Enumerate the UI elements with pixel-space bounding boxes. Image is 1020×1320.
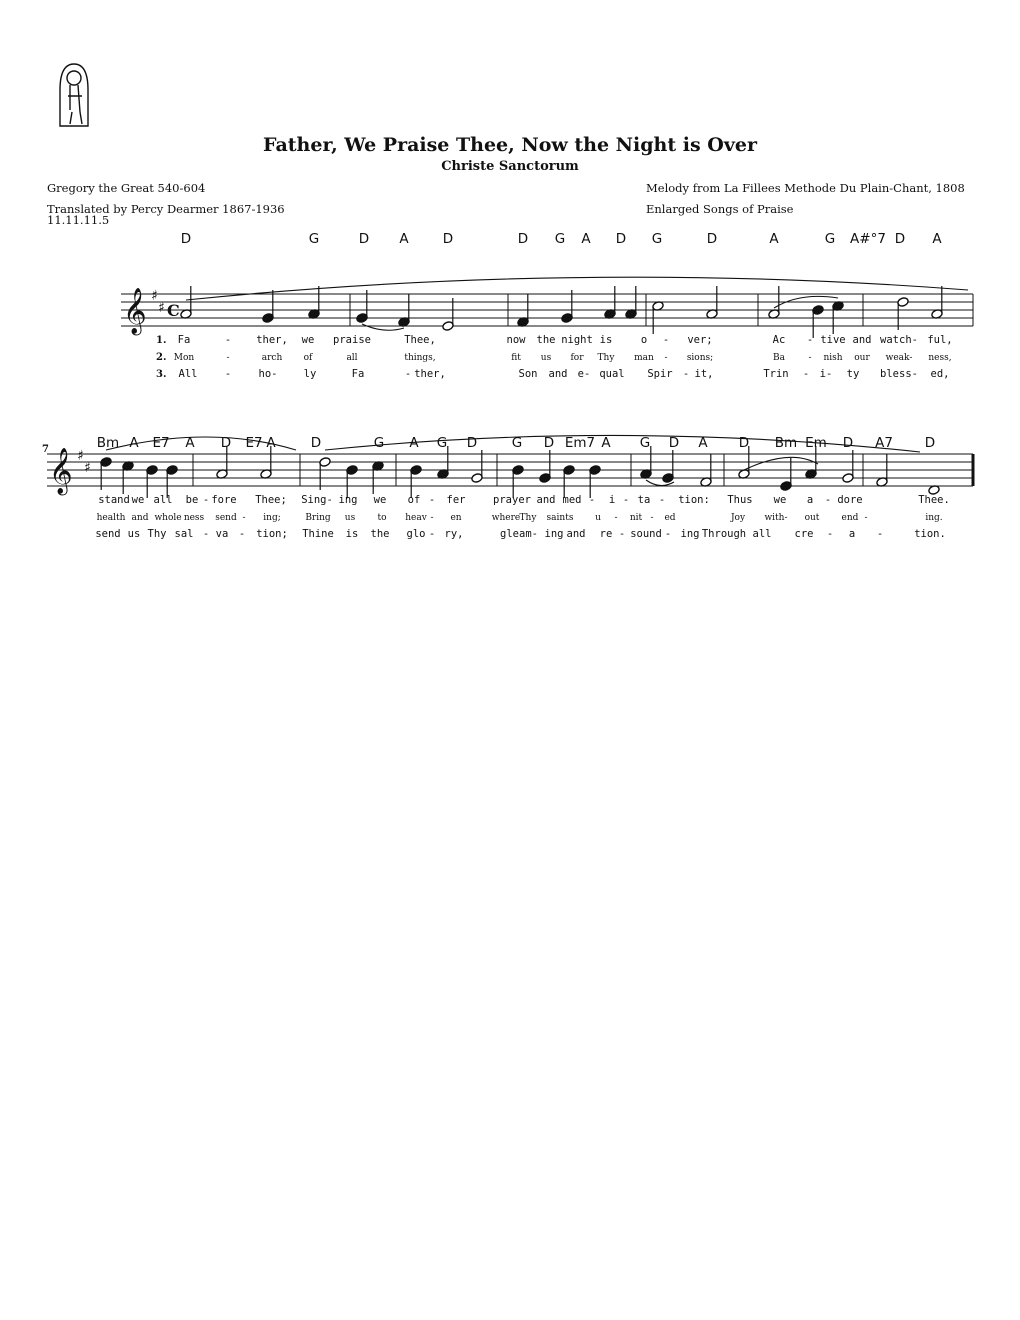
lyric-syllable: and: [548, 368, 568, 380]
lyric-syllable: a: [806, 494, 814, 506]
lyric-syllable: where: [491, 513, 521, 523]
chord-symbol: Bm: [774, 435, 798, 451]
chord-symbol: A: [399, 231, 409, 247]
lyric-syllable: -: [618, 528, 626, 540]
measure-number: 7: [42, 444, 49, 455]
lyric-syllable: i-: [819, 368, 833, 380]
staff-line-2: [47, 448, 973, 496]
lyric-syllable: we: [301, 334, 315, 346]
lyric-syllable: -: [826, 528, 834, 540]
lyric-syllable: -: [864, 513, 868, 523]
lyric-syllable: of: [407, 494, 421, 506]
lyric-syllable: -: [202, 528, 210, 540]
lyric-syllable: us: [127, 528, 141, 540]
lyric-syllable: -: [428, 528, 436, 540]
lyric-syllable: -: [664, 528, 672, 540]
lyric-syllable: -: [650, 513, 654, 523]
lyric-syllable: ver;: [687, 334, 713, 346]
chord-symbol: A: [601, 435, 611, 451]
lyric-syllable: -: [662, 334, 670, 346]
lyric-syllable: Fa: [351, 368, 365, 380]
lyric-syllable: all: [346, 353, 358, 363]
lyric-syllable: cre: [794, 528, 814, 540]
lyric-syllable: -: [808, 353, 812, 363]
treble-clef-icon: 𝄞: [123, 288, 147, 334]
lyric-syllable: -: [226, 353, 230, 363]
lyric-syllable: send: [95, 528, 121, 540]
lyric-syllable: -: [224, 368, 232, 380]
lyric-syllable: -: [806, 334, 814, 346]
lyric-syllable: qual: [599, 368, 625, 380]
chord-symbol: A: [185, 435, 195, 451]
page-title: Father, We Praise Thee, Now the Night is Over: [263, 134, 757, 156]
lyric-syllable: nit: [629, 513, 643, 523]
chord-symbol: D: [924, 435, 936, 451]
lyric-syllable: whole: [154, 513, 182, 523]
lyric-syllable: and: [131, 513, 149, 523]
lyric-syllable: ed,: [930, 368, 950, 380]
sharp-icon: ♯: [77, 448, 84, 464]
lyric-syllable: to: [377, 513, 387, 523]
lyric-syllable: ing;: [263, 513, 281, 523]
lyric-syllable: and: [536, 494, 556, 506]
lyric-syllable: ful,: [927, 334, 953, 346]
lyric-syllable: Through: [701, 528, 747, 540]
lyric-syllable: Thine: [302, 528, 334, 540]
lyric-syllable: arch: [261, 353, 283, 363]
lyric-syllable: now: [506, 334, 526, 346]
lyric-syllable: tion.: [914, 528, 946, 540]
chord-symbol: D: [615, 231, 627, 247]
lyric-syllable: is: [345, 528, 359, 540]
chord-symbol: D: [668, 435, 680, 451]
lyric-syllable: sions;: [686, 353, 714, 363]
chord-symbol: D: [180, 231, 192, 247]
chord-symbol: A#°7: [850, 231, 886, 247]
lyric-syllable: prayer: [493, 494, 531, 506]
lyric-syllable: weak-: [885, 353, 913, 363]
lyric-syllable: of: [303, 353, 313, 363]
chord-symbol: G: [436, 435, 448, 451]
lyric-syllable: fit: [511, 353, 521, 363]
lyric-syllable: it,: [694, 368, 714, 380]
lyric-syllable: Fa: [177, 334, 191, 346]
lyric-syllable: be: [185, 494, 199, 506]
lyric-syllable: ty: [846, 368, 860, 380]
lyric-syllable: Thee;: [255, 494, 287, 506]
lyric-syllable: nish: [823, 353, 843, 363]
lyric-syllable: fore: [211, 494, 237, 506]
lyric-syllable: gleam-: [500, 528, 538, 540]
lyric-syllable: Spir: [647, 368, 673, 380]
lyric-syllable: is: [599, 334, 613, 346]
lyric-syllable: praise: [333, 334, 371, 346]
lyric-syllable: sal: [174, 528, 194, 540]
chord-symbol: D: [894, 231, 906, 247]
lyric-syllable: us: [344, 513, 356, 523]
lyric-syllable: med: [562, 494, 582, 506]
lyric-syllable: Trin: [763, 368, 789, 380]
lyric-syllable: Ba: [773, 353, 785, 363]
chord-symbol: Bm: [96, 435, 120, 451]
lyric-syllable: and: [566, 528, 586, 540]
chord-symbol: A: [769, 231, 779, 247]
chord-symbol: G: [554, 231, 566, 247]
tune-name: Christe Sanctorum: [441, 159, 579, 174]
lyric-syllable: ho-: [258, 368, 278, 380]
lyric-syllable: tion:: [678, 494, 710, 506]
sharp-icon: ♯: [158, 300, 165, 316]
lyric-syllable: out: [804, 513, 820, 523]
lyric-syllable: Son: [518, 368, 538, 380]
lyric-syllable: watch-: [880, 334, 918, 346]
lyric-syllable: -: [622, 494, 630, 506]
lyric-syllable: o: [640, 334, 648, 346]
lyric-syllable: ry,: [444, 528, 464, 540]
lyric-syllable: for: [570, 353, 584, 363]
lyric-syllable: we: [773, 494, 787, 506]
lyric-syllable: ing.: [925, 513, 943, 523]
lyric-syllable: night: [561, 334, 593, 346]
chord-symbol: A: [409, 435, 419, 451]
lyric-syllable: -: [430, 513, 434, 523]
lyric-syllable: Bring: [305, 513, 331, 523]
chord-symbol: D: [220, 435, 232, 451]
lyric-syllable: -: [658, 494, 666, 506]
sharp-icon: ♯: [151, 288, 158, 304]
chord-symbol: E7: [152, 435, 170, 451]
lyric-syllable: the: [370, 528, 390, 540]
lyric-syllable: dore: [837, 494, 863, 506]
chord-symbol: D: [358, 231, 370, 247]
lyric-syllable: -: [428, 494, 436, 506]
lyric-syllable: -: [404, 368, 412, 380]
chord-symbol: G: [511, 435, 523, 451]
lyric-syllable: ther,: [414, 368, 446, 380]
lyric-syllable: Thy: [597, 353, 615, 363]
lyric-syllable: us: [540, 353, 552, 363]
lyric-syllable: Thee.: [918, 494, 950, 506]
chord-symbol: D: [738, 435, 750, 451]
lyric-syllable: all: [752, 528, 772, 540]
lyric-syllable: ing: [338, 494, 358, 506]
chord-symbol: A: [698, 435, 708, 451]
lyric-syllable: -: [802, 368, 810, 380]
lyric-syllable: and: [852, 334, 872, 346]
lyric-syllable: we: [131, 494, 145, 506]
lyric-syllable: -: [876, 528, 884, 540]
slur: [362, 324, 404, 330]
lyric-syllable: heav: [405, 513, 427, 523]
lyric-syllable: Thus: [727, 494, 753, 506]
lyric-syllable: stand: [98, 494, 130, 506]
chord-symbol: D: [310, 435, 322, 451]
lyric-syllable: ly: [303, 368, 317, 380]
slur: [744, 457, 818, 470]
chord-symbol: D: [517, 231, 529, 247]
lyric-syllable: re: [599, 528, 613, 540]
chord-symbol: D: [706, 231, 718, 247]
chord-symbol: D: [442, 231, 454, 247]
lyric-syllable: e-: [577, 368, 591, 380]
chord-symbol: G: [824, 231, 836, 247]
meter-label: 11.11.11.5: [47, 213, 110, 227]
lyric-syllable: ing: [544, 528, 564, 540]
lyric-syllable: health: [96, 513, 126, 523]
lyric-syllable: -: [202, 494, 210, 506]
lyric-syllable: ness: [183, 513, 205, 523]
lyric-syllable: u: [595, 513, 601, 523]
lyric-syllable: tive: [820, 334, 846, 346]
lyric-syllable: with-: [764, 513, 788, 523]
chord-symbol: Em7: [564, 435, 596, 451]
lyric-syllable: -: [614, 513, 618, 523]
lyric-syllable: -: [242, 513, 246, 523]
chord-symbol: Em: [805, 435, 827, 451]
lyric-syllable: -: [588, 494, 596, 506]
lyric-syllable: ing: [680, 528, 700, 540]
slur: [186, 277, 968, 300]
lyric-syllable: -: [824, 494, 832, 506]
source-book: Enlarged Songs of Praise: [646, 202, 794, 216]
lyric-syllable: ness,: [928, 353, 952, 363]
lyric-syllable: -: [238, 528, 246, 540]
lyric-syllable: sound: [630, 528, 662, 540]
verse-number: 3.: [156, 369, 167, 380]
chord-symbol: G: [651, 231, 663, 247]
common-time-icon: C: [167, 301, 180, 320]
treble-clef-icon: 𝄞: [49, 448, 73, 494]
lyric-syllable: things,: [404, 353, 436, 363]
author-credit: Gregory the Great 540-604: [47, 181, 206, 195]
lyric-syllable: en: [450, 513, 462, 523]
lyric-syllable: Thee,: [404, 334, 436, 346]
translator-credit: Translated by Percy Dearmer 1867-1936: [47, 202, 285, 216]
lyric-syllable: man: [634, 353, 654, 363]
chord-symbol: E7: [245, 435, 263, 451]
lyric-syllable: -: [664, 353, 668, 363]
lyric-syllable: Thy: [147, 528, 167, 540]
chord-symbol: D: [842, 435, 854, 451]
lyric-syllable: va: [215, 528, 229, 540]
lyric-syllable: our: [854, 353, 870, 363]
lyric-syllable: saints: [546, 513, 574, 523]
staff-line-1: [121, 288, 973, 336]
lyric-syllable: Thy: [519, 513, 537, 523]
lyric-syllable: we: [373, 494, 387, 506]
lyric-syllable: end: [841, 513, 859, 523]
lyric-syllable: fer: [446, 494, 466, 506]
lyric-syllable: All: [178, 368, 198, 380]
lyric-syllable: ta: [637, 494, 651, 506]
chord-symbol: A: [932, 231, 942, 247]
lyric-syllable: ther,: [256, 334, 288, 346]
lyric-syllable: all: [153, 494, 173, 506]
lyric-syllable: ed: [664, 513, 676, 523]
chord-symbol: D: [543, 435, 555, 451]
chord-symbol: A: [581, 231, 591, 247]
lyric-syllable: glo: [406, 528, 426, 540]
chord-symbol: A7: [875, 435, 893, 451]
lyric-syllable: the: [536, 334, 556, 346]
lyric-syllable: Mon: [173, 353, 195, 363]
lyric-syllable: i: [608, 494, 616, 506]
sharp-icon: ♯: [84, 460, 91, 476]
lyric-syllable: a: [848, 528, 856, 540]
lyric-syllable: Sing-: [301, 494, 333, 506]
verse-number: 1.: [156, 335, 167, 346]
chord-symbol: G: [373, 435, 385, 451]
chord-symbol: G: [308, 231, 320, 247]
lyric-syllable: -: [224, 334, 232, 346]
lyric-syllable: tion;: [256, 528, 288, 540]
chord-symbol: A: [129, 435, 139, 451]
lyric-syllable: -: [682, 368, 690, 380]
verse-number: 2.: [156, 352, 167, 363]
chord-symbol: A: [266, 435, 276, 451]
chord-symbol: G: [639, 435, 651, 451]
lyric-syllable: send: [215, 513, 237, 523]
melody-credit: Melody from La Fillees Methode Du Plain-Chant, 1808: [646, 181, 965, 195]
lyric-syllable: Ac: [772, 334, 786, 346]
lyric-syllable: bless-: [880, 368, 918, 380]
lyric-syllable: Joy: [730, 513, 746, 523]
chord-symbol: D: [466, 435, 478, 451]
